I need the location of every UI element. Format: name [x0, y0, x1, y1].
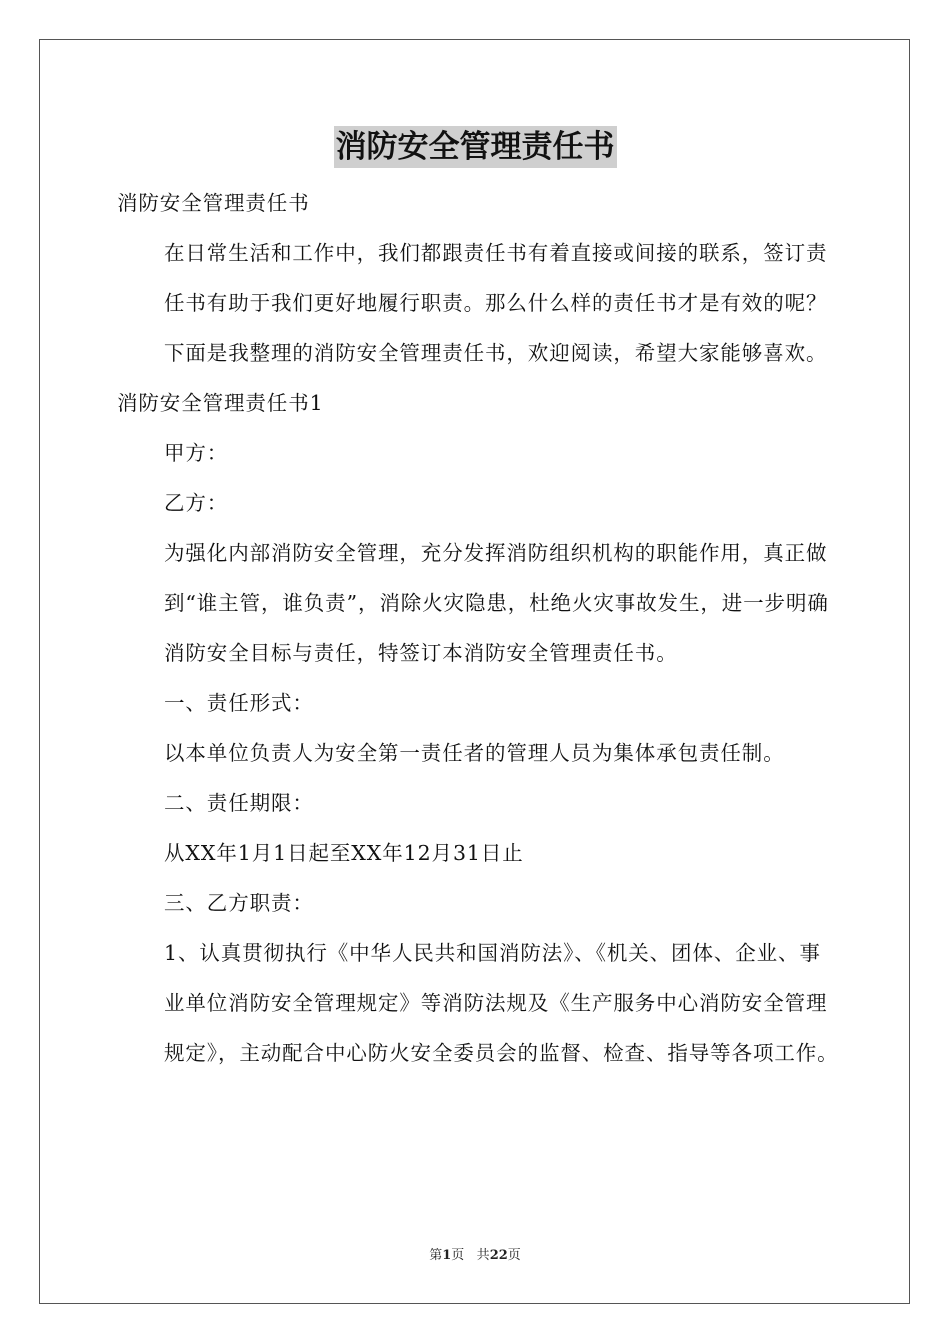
subtitle-paragraph: 消防安全管理责任书 [117, 191, 310, 215]
clause-body-1: 以本单位负责人为安全第一责任者的管理人员为集体承包责任制。 [164, 741, 785, 765]
purpose-paragraph: 为强化内部消防安全管理，充分发挥消防组织机构的职能作用，真正做到“谁主管，谁负责”，消除火灾隐患，杜绝火灾事故发生，进一步明确消防安全目标与责任，特签订本消防安全管理责任书。 [164, 541, 829, 665]
party-b-label: 乙方： [164, 491, 229, 515]
clause-heading-2: 二、责任期限： [164, 791, 314, 815]
intro-paragraph: 在日常生活和工作中，我们都跟责任书有着直接或间接的联系，签订责任书有助于我们更好地履行职责。那么什么样的责任书才是有效的呢？下面是我整理的消防安全管理责任书，欢迎阅读，希望大家能够喜欢。 [164, 241, 828, 365]
clause-heading-3: 三、乙方职责： [164, 891, 314, 915]
document-body [117, 178, 839, 1078]
document-title-block [0, 126, 950, 168]
clause-body-3-item-1: 1、认真贯彻执行《中华人民共和国消防法》、《机关、团体、企业、事业单位消防安全管理规定》等消防法规及《生产服务中心消防安全管理规定》，主动配合中心防火安全委员会的监督、检查、指导等各项工作。 [164, 941, 839, 1065]
page-footer [0, 1247, 950, 1265]
page-suffix: 页 [451, 1248, 465, 1263]
page-current: 1 [442, 1248, 452, 1263]
page-total: 22 [489, 1248, 508, 1263]
page-prefix: 第 [429, 1248, 443, 1263]
party-a-label: 甲方： [164, 441, 229, 465]
clause-heading-1: 一、责任形式： [164, 691, 314, 715]
total-prefix: 共 [476, 1248, 490, 1263]
clause-body-2: 从XX年1月1日起至XX年12月31日止 [164, 841, 524, 865]
total-suffix: 页 [507, 1248, 521, 1263]
section-heading: 消防安全管理责任书1 [117, 391, 324, 415]
document-title: 消防安全管理责任书 [334, 126, 617, 168]
